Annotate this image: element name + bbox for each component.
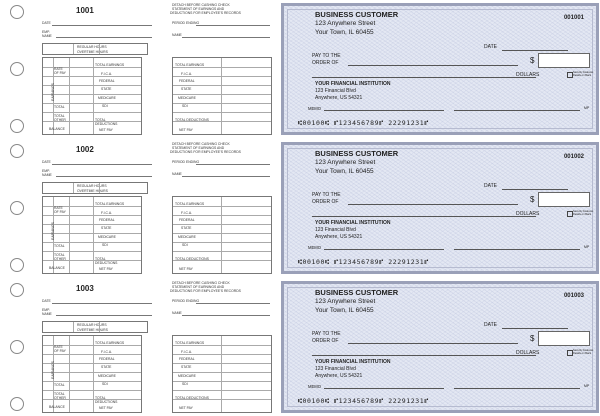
signature-line[interactable] [454,388,580,389]
stub-medicare-label: MEDICARE [98,235,116,239]
stub-regular-hours-label: REGULAR HOURS [77,45,107,49]
micr-line: ⑆00100⑆ ⑈123456789⑈ 22291231⑈ [298,258,429,266]
stub-name-label: NAME [172,311,182,315]
punch-hole-icon [10,340,24,354]
stub-total-deductions-label: TOTAL DEDUCTIONS [95,396,118,404]
check-number: 001002 [563,154,584,160]
stub-deductions-text: DEDUCTIONS FOR EMPLOYEE'S RECORDS [170,11,241,15]
bank-address-line2: Anywhere, US 54321 [315,95,363,101]
memo-line[interactable] [324,110,444,111]
business-address-line2: Your Town, IL 60455 [315,307,374,314]
stub-statement-text: STATEMENT OF EARNINGS AND [172,7,225,11]
bank-name: YOUR FINANCIAL INSTITUTION [315,220,391,226]
payee-line[interactable] [348,343,518,344]
stub-period-ending-label: PERIOD ENDING [172,21,200,25]
stub-rate-of-pay-label: RATE OF PAY [54,206,66,214]
stub-overtime-hours-label: OVERTIME HOURS [77,328,108,332]
pay-to-label: PAY TO THE [312,192,341,198]
stub-earnings-label: EARNINGS [50,361,55,379]
punch-hole-icon [10,62,24,76]
divider [52,164,152,165]
stub-number: 1002 [76,145,94,154]
mp-label: MP [584,245,590,249]
stub-federal-label: FEDERAL [179,79,195,83]
dollars-label: DOLLARS [516,211,540,217]
signature-line[interactable] [454,249,580,250]
security-note: Security Features Details on Back [573,349,594,355]
stub-fica-label: F.I.C.A. [101,350,113,354]
stub-net-pay-label: NET PAY [179,267,193,271]
stub-total-earnings-label: TOTAL EARNINGS [175,202,205,206]
stub-total-earnings-label: TOTAL EARNINGS [95,341,125,345]
stub-net-pay-label: NET PAY [99,128,113,132]
amount-words-line[interactable] [312,355,536,356]
stub-rate-of-pay-label: RATE OF PAY [54,345,66,353]
divider [52,25,152,26]
business-name: BUSINESS CUSTOMER [315,10,399,19]
security-note: Security Features Details on Back [573,71,594,77]
bank-name: YOUR FINANCIAL INSTITUTION [315,359,391,365]
stub-total-other-label: TOTAL OTHER [54,392,66,400]
payee-line[interactable] [348,204,518,205]
stub-sdi-label: SDI [182,104,188,108]
binder-holes [0,0,32,138]
deductions-grid [172,335,272,413]
dollar-sign: $ [530,56,535,65]
stub-balance-label: BALANCE [49,266,65,270]
business-address-line1: 123 Anywhere Street [315,159,376,166]
check [281,3,599,135]
stub-net-pay-label: NET PAY [99,267,113,271]
stub-name-label: NAME [172,172,182,176]
date-label: DATE [484,44,497,50]
bank-name: YOUR FINANCIAL INSTITUTION [315,81,391,87]
amount-box[interactable] [538,192,590,207]
stub-federal-label: FEDERAL [179,357,195,361]
payroll-stub [40,0,274,138]
stub-total-earnings-label: TOTAL EARNINGS [95,202,125,206]
stub-sdi-label: SDI [182,382,188,386]
business-address-line2: Your Town, IL 60455 [315,168,374,175]
stub-total-earnings-label: TOTAL EARNINGS [175,341,205,345]
earnings-grid [42,57,142,135]
stub-total-label: TOTAL [54,244,65,248]
bank-address-line1: 123 Financial Blvd [315,88,356,94]
stub-state-label: STATE [181,87,192,91]
memo-label: MEMO [308,106,322,111]
business-address-line1: 123 Anywhere Street [315,20,376,27]
divider [196,164,270,165]
stub-total-deductions-label: TOTAL DEDUCTIONS [175,257,209,261]
stub-total-earnings-label: TOTAL EARNINGS [95,63,125,67]
punch-hole-icon [10,258,24,272]
stub-rate-of-pay-label: RATE OF PAY [54,67,66,75]
stub-total-other-label: TOTAL OTHER [54,114,66,122]
stub-net-pay-label: NET PAY [99,406,113,410]
business-address-line2: Your Town, IL 60455 [315,29,374,36]
dollars-label: DOLLARS [516,350,540,356]
check-row [0,0,600,138]
bank-address-line2: Anywhere, US 54321 [315,234,363,240]
amount-box[interactable] [538,53,590,68]
divider [56,37,152,38]
stub-deductions-text: DEDUCTIONS FOR EMPLOYEE'S RECORDS [170,150,241,154]
stub-emp-name-label: EMP. NAME [42,308,52,316]
check-row [0,278,600,416]
stub-name-label: NAME [172,33,182,37]
stub-number: 1001 [76,6,94,15]
stub-medicare-label: MEDICARE [178,96,196,100]
stub-statement-text: STATEMENT OF EARNINGS AND [172,285,225,289]
stub-total-deductions-label: TOTAL DEDUCTIONS [95,257,118,265]
security-note: Security Features Details on Back [573,210,594,216]
stub-date-label: DATE [42,299,51,303]
earnings-grid [42,196,142,274]
stub-total-label: TOTAL [54,383,65,387]
stub-federal-label: FEDERAL [99,79,115,83]
divider [182,315,270,316]
payroll-stub [40,139,274,277]
stub-overtime-hours-label: OVERTIME HOURS [77,50,108,54]
stub-detach-text: DETACH BEFORE CASHING CHECK [172,3,230,7]
stub-period-ending-label: PERIOD ENDING [172,160,200,164]
mp-label: MP [584,384,590,388]
stub-state-label: STATE [101,87,112,91]
punch-hole-icon [10,201,24,215]
stub-sdi-label: SDI [102,382,108,386]
pay-to-label: PAY TO THE [312,331,341,337]
business-name: BUSINESS CUSTOMER [315,149,399,158]
bank-address-line1: 123 Financial Blvd [315,227,356,233]
stub-medicare-label: MEDICARE [178,374,196,378]
stub-state-label: STATE [101,365,112,369]
check-number: 001003 [563,293,584,299]
order-of-label: ORDER OF [312,338,339,344]
stub-detach-text: DETACH BEFORE CASHING CHECK [172,281,230,285]
stub-statement-text: STATEMENT OF EARNINGS AND [172,146,225,150]
stub-period-ending-label: PERIOD ENDING [172,299,200,303]
stub-overtime-hours-label: OVERTIME HOURS [77,189,108,193]
bank-address-line1: 123 Financial Blvd [315,366,356,372]
stub-sdi-label: SDI [182,243,188,247]
check-row [0,139,600,277]
stub-fica-label: F.I.C.A. [101,72,113,76]
pay-to-label: PAY TO THE [312,53,341,59]
stub-sdi-label: SDI [102,243,108,247]
punch-hole-icon [10,119,24,133]
amount-words-line[interactable] [312,77,536,78]
stub-state-label: STATE [101,226,112,230]
stub-medicare-label: MEDICARE [98,374,116,378]
stub-total-deductions-label: TOTAL DEDUCTIONS [175,118,209,122]
dollars-label: DOLLARS [516,72,540,78]
stub-total-earnings-label: TOTAL EARNINGS [175,63,205,67]
stub-fica-label: F.I.C.A. [181,72,193,76]
date-line[interactable] [502,328,568,329]
stub-earnings-label: EARNINGS [50,222,55,240]
divider [52,303,152,304]
stub-medicare-label: MEDICARE [178,235,196,239]
stub-total-label: TOTAL [54,105,65,109]
dollar-sign: $ [530,334,535,343]
amount-words-line[interactable] [312,216,536,217]
check-number: 001001 [563,15,584,21]
order-of-label: ORDER OF [312,60,339,66]
stub-emp-name-label: EMP. NAME [42,30,52,38]
memo-line[interactable] [324,249,444,250]
stub-federal-label: FEDERAL [99,218,115,222]
stub-sdi-label: SDI [102,104,108,108]
stub-number: 1003 [76,284,94,293]
stub-balance-label: BALANCE [49,127,65,131]
stub-regular-hours-label: REGULAR HOURS [77,323,107,327]
divider [182,37,270,38]
binder-holes [0,278,32,416]
stub-date-label: DATE [42,160,51,164]
date-line[interactable] [502,50,568,51]
stub-medicare-label: MEDICARE [98,96,116,100]
business-name: BUSINESS CUSTOMER [315,288,399,297]
micr-line: ⑆00100⑆ ⑈123456789⑈ 22291231⑈ [298,397,429,405]
date-line[interactable] [502,189,568,190]
stub-earnings-label: EARNINGS [50,83,55,101]
hours-header-box [42,182,148,194]
divider [182,176,270,177]
memo-label: MEMO [308,384,322,389]
stub-federal-label: FEDERAL [179,218,195,222]
payroll-stub [40,278,274,416]
stub-total-deductions-label: TOTAL DEDUCTIONS [95,118,118,126]
date-label: DATE [484,183,497,189]
punch-hole-icon [10,144,24,158]
punch-hole-icon [10,283,24,297]
stub-total-deductions-label: TOTAL DEDUCTIONS [175,396,209,400]
divider [56,176,152,177]
check [281,142,599,274]
stub-state-label: STATE [181,226,192,230]
punch-hole-icon [10,5,24,19]
deductions-grid [172,57,272,135]
binder-holes [0,139,32,277]
stub-fica-label: F.I.C.A. [181,211,193,215]
memo-label: MEMO [308,245,322,250]
stub-state-label: STATE [181,365,192,369]
business-address-line1: 123 Anywhere Street [315,298,376,305]
stub-net-pay-label: NET PAY [179,128,193,132]
deductions-grid [172,196,272,274]
date-label: DATE [484,322,497,328]
stub-detach-text: DETACH BEFORE CASHING CHECK [172,142,230,146]
divider [196,303,270,304]
divider [56,315,152,316]
punch-hole-icon [10,397,24,411]
signature-line[interactable] [454,110,580,111]
stub-emp-name-label: EMP. NAME [42,169,52,177]
dollar-sign: $ [530,195,535,204]
payee-line[interactable] [348,65,518,66]
stub-fica-label: F.I.C.A. [101,211,113,215]
amount-box[interactable] [538,331,590,346]
stub-deductions-text: DEDUCTIONS FOR EMPLOYEE'S RECORDS [170,289,241,293]
bank-address-line2: Anywhere, US 54321 [315,373,363,379]
stub-net-pay-label: NET PAY [179,406,193,410]
earnings-grid [42,335,142,413]
stub-date-label: DATE [42,21,51,25]
stub-regular-hours-label: REGULAR HOURS [77,184,107,188]
hours-header-box [42,43,148,55]
stub-fica-label: F.I.C.A. [181,350,193,354]
check [281,281,599,413]
hours-header-box [42,321,148,333]
stub-federal-label: FEDERAL [99,357,115,361]
micr-line: ⑆00100⑆ ⑈123456789⑈ 22291231⑈ [298,119,429,127]
memo-line[interactable] [324,388,444,389]
order-of-label: ORDER OF [312,199,339,205]
stub-total-other-label: TOTAL OTHER [54,253,66,261]
divider [196,25,270,26]
stub-balance-label: BALANCE [49,405,65,409]
mp-label: MP [584,106,590,110]
